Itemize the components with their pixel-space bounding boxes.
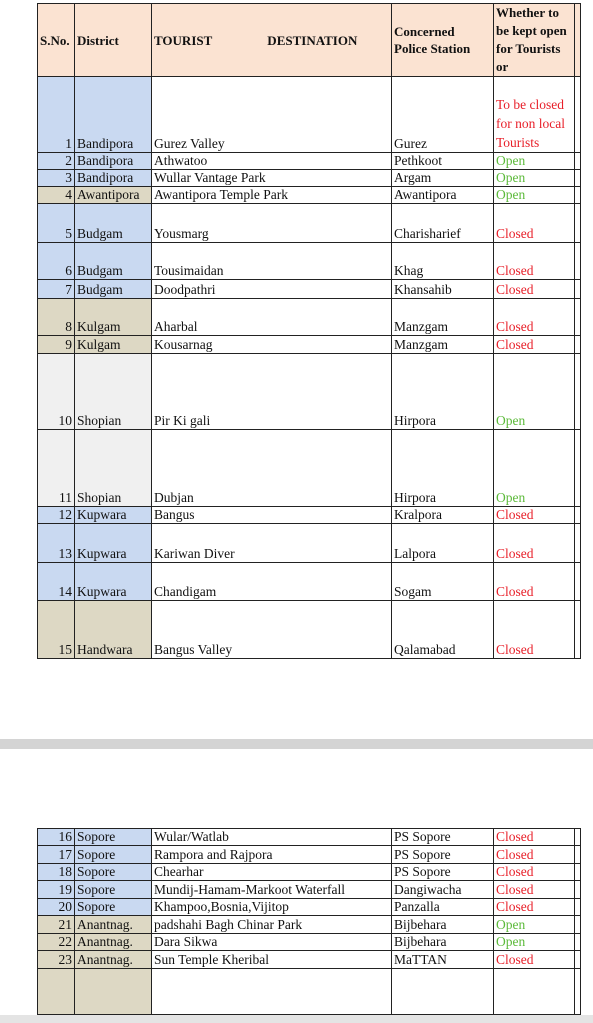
- row-destination: Athwatoo: [152, 153, 392, 170]
- table-row: [38, 881, 581, 899]
- row-extra: [575, 951, 581, 969]
- row-extra: [575, 243, 581, 280]
- row-destination: Pir Ki gali: [152, 354, 392, 430]
- row-police-station: Dangiwacha: [392, 881, 494, 899]
- header-row: [38, 4, 581, 77]
- row-extra: [575, 864, 581, 881]
- table-row: [38, 899, 581, 916]
- row-district: Kupwara: [75, 507, 152, 524]
- row-destination: Khampoo,Bosnia,Vijitop: [152, 899, 392, 916]
- row-status: [494, 969, 575, 1015]
- row-destination: Kariwan Diver: [152, 524, 392, 563]
- row-destination: [152, 969, 392, 1015]
- row-district: Bandipora: [75, 170, 152, 187]
- row-district: Sopore: [75, 829, 152, 846]
- table-row: [38, 934, 581, 951]
- row-extra: [575, 77, 581, 153]
- row-extra: [575, 916, 581, 934]
- row-district: Shopian: [75, 354, 152, 430]
- table-row: [38, 77, 581, 153]
- row-police-station: Lalpora: [392, 524, 494, 563]
- row-district: Budgam: [75, 204, 152, 243]
- row-police-station: Khag: [392, 243, 494, 280]
- row-police-station: Awantipora: [392, 187, 494, 204]
- row-status: Open: [494, 916, 575, 934]
- row-status: Closed: [494, 507, 575, 524]
- row-destination: Wullar Vantage Park: [152, 170, 392, 187]
- row-destination: Bangus: [152, 507, 392, 524]
- row-district: Anantnag.: [75, 951, 152, 969]
- row-district: Shopian: [75, 430, 152, 507]
- table-row: [38, 430, 581, 507]
- table-row: [38, 507, 581, 524]
- row-sno: 15: [38, 601, 75, 659]
- row-police-station: Bijbehara: [392, 934, 494, 951]
- row-police-station: Qalamabad: [392, 601, 494, 659]
- row-sno: 16: [38, 829, 75, 846]
- row-extra: [575, 204, 581, 243]
- row-district: Awantipora: [75, 187, 152, 204]
- row-sno: 13: [38, 524, 75, 563]
- row-police-station: Charisharief: [392, 204, 494, 243]
- table-row: [38, 846, 581, 864]
- row-police-station: Pethkoot: [392, 153, 494, 170]
- row-sno: 9: [38, 336, 75, 354]
- header-district: District: [75, 4, 152, 77]
- tourist-destinations-table: [37, 3, 581, 659]
- row-district: Handwara: [75, 601, 152, 659]
- row-police-station: MaTTAN: [392, 951, 494, 969]
- table-row: [38, 354, 581, 430]
- row-status: Open: [494, 187, 575, 204]
- row-status: Closed: [494, 524, 575, 563]
- row-police-station: Bijbehara: [392, 916, 494, 934]
- table-row: [38, 829, 581, 846]
- row-destination: padshahi Bagh Chinar Park: [152, 916, 392, 934]
- row-police-station: Hirpora: [392, 354, 494, 430]
- row-extra: [575, 524, 581, 563]
- row-status: Closed: [494, 846, 575, 864]
- row-district: Sopore: [75, 864, 152, 881]
- row-extra: [575, 507, 581, 524]
- row-extra: [575, 829, 581, 846]
- row-status: Closed: [494, 881, 575, 899]
- row-sno: [38, 969, 75, 1015]
- row-police-station: Manzgam: [392, 299, 494, 336]
- row-sno: 20: [38, 899, 75, 916]
- table-row: [38, 280, 581, 299]
- row-sno: 7: [38, 280, 75, 299]
- row-district: Kupwara: [75, 524, 152, 563]
- row-destination: Kousarnag: [152, 336, 392, 354]
- row-status: Closed: [494, 601, 575, 659]
- row-sno: 11: [38, 430, 75, 507]
- row-sno: 10: [38, 354, 75, 430]
- row-sno: 12: [38, 507, 75, 524]
- row-status: Closed: [494, 864, 575, 881]
- row-district: Kulgam: [75, 336, 152, 354]
- table-row: [38, 969, 581, 1015]
- row-destination: Tousimaidan: [152, 243, 392, 280]
- row-extra: [575, 846, 581, 864]
- header-extra: [575, 4, 581, 77]
- row-status: Closed: [494, 829, 575, 846]
- row-district: Sopore: [75, 899, 152, 916]
- row-extra: [575, 969, 581, 1015]
- row-status: Closed: [494, 563, 575, 601]
- table-row: [38, 153, 581, 170]
- header-police-station: Concerned Police Station: [392, 4, 494, 77]
- row-extra: [575, 430, 581, 507]
- row-status: Closed: [494, 280, 575, 299]
- row-extra: [575, 563, 581, 601]
- row-sno: 1: [38, 77, 75, 153]
- row-sno: 2: [38, 153, 75, 170]
- table-row: [38, 951, 581, 969]
- row-district: Anantnag.: [75, 916, 152, 934]
- header-sno: S.No.: [38, 4, 75, 77]
- row-extra: [575, 280, 581, 299]
- row-sno: 6: [38, 243, 75, 280]
- row-status: Open: [494, 153, 575, 170]
- table-row: [38, 524, 581, 563]
- row-police-station: Panzalla: [392, 899, 494, 916]
- page-bottom-edge: [0, 1015, 593, 1023]
- row-police-station: Manzgam: [392, 336, 494, 354]
- row-police-station: Kralpora: [392, 507, 494, 524]
- row-status: Closed: [494, 204, 575, 243]
- row-status: Closed: [494, 299, 575, 336]
- table-row: [38, 336, 581, 354]
- row-police-station: Sogam: [392, 563, 494, 601]
- row-status: Open: [494, 934, 575, 951]
- row-destination: Doodpathri: [152, 280, 392, 299]
- row-destination: Yousmarg: [152, 204, 392, 243]
- row-district: Sopore: [75, 881, 152, 899]
- row-extra: [575, 934, 581, 951]
- row-district: Anantnag.: [75, 934, 152, 951]
- row-status: Closed: [494, 951, 575, 969]
- row-destination: Wular/Watlab: [152, 829, 392, 846]
- tourist-destinations-table-continued: [37, 828, 581, 1015]
- table-row: [38, 299, 581, 336]
- row-sno: 19: [38, 881, 75, 899]
- row-district: Budgam: [75, 243, 152, 280]
- row-status: Open: [494, 430, 575, 507]
- row-destination: Awantipora Temple Park: [152, 187, 392, 204]
- row-sno: 3: [38, 170, 75, 187]
- row-police-station: [392, 969, 494, 1015]
- table-row: [38, 187, 581, 204]
- row-destination: Aharbal: [152, 299, 392, 336]
- row-sno: 5: [38, 204, 75, 243]
- row-sno: 14: [38, 563, 75, 601]
- row-district: Budgam: [75, 280, 152, 299]
- row-status: Closed: [494, 243, 575, 280]
- row-extra: [575, 899, 581, 916]
- row-district: [75, 969, 152, 1015]
- row-extra: [575, 299, 581, 336]
- page-divider: [0, 739, 593, 749]
- table-row: [38, 243, 581, 280]
- row-destination: Rampora and Rajpora: [152, 846, 392, 864]
- row-police-station: PS Sopore: [392, 829, 494, 846]
- row-status: Open: [494, 354, 575, 430]
- row-extra: [575, 187, 581, 204]
- row-police-station: PS Sopore: [392, 864, 494, 881]
- table-row: [38, 864, 581, 881]
- row-sno: 8: [38, 299, 75, 336]
- row-destination: Mundij-Hamam-Markoot Waterfall: [152, 881, 392, 899]
- row-extra: [575, 354, 581, 430]
- header-status: Whether to be kept open for Tourists or: [494, 4, 575, 77]
- row-extra: [575, 153, 581, 170]
- row-district: Kulgam: [75, 299, 152, 336]
- row-sno: 18: [38, 864, 75, 881]
- row-sno: 23: [38, 951, 75, 969]
- row-district: Kupwara: [75, 563, 152, 601]
- row-sno: 17: [38, 846, 75, 864]
- row-status: Closed: [494, 336, 575, 354]
- row-extra: [575, 601, 581, 659]
- row-police-station: PS Sopore: [392, 846, 494, 864]
- table-row: [38, 170, 581, 187]
- row-destination: Dubjan: [152, 430, 392, 507]
- header-destination: TOURIST DESTINATION: [152, 4, 392, 77]
- row-status: Open: [494, 170, 575, 187]
- row-extra: [575, 336, 581, 354]
- row-sno: 21: [38, 916, 75, 934]
- row-district: Bandipora: [75, 153, 152, 170]
- row-destination: Chandigam: [152, 563, 392, 601]
- table-row: [38, 563, 581, 601]
- row-destination: Dara Sikwa: [152, 934, 392, 951]
- table-row: [38, 601, 581, 659]
- row-police-station: Argam: [392, 170, 494, 187]
- row-destination: Chearhar: [152, 864, 392, 881]
- row-status: To be closed for non local Tourists: [494, 77, 575, 153]
- row-sno: 4: [38, 187, 75, 204]
- row-destination: Gurez Valley: [152, 77, 392, 153]
- row-status: Closed: [494, 899, 575, 916]
- row-extra: [575, 170, 581, 187]
- row-district: Bandipora: [75, 77, 152, 153]
- row-destination: Sun Temple Kheribal: [152, 951, 392, 969]
- row-destination: Bangus Valley: [152, 601, 392, 659]
- table-row: [38, 916, 581, 934]
- row-extra: [575, 881, 581, 899]
- row-police-station: Hirpora: [392, 430, 494, 507]
- row-police-station: Khansahib: [392, 280, 494, 299]
- row-police-station: Gurez: [392, 77, 494, 153]
- row-district: Sopore: [75, 846, 152, 864]
- table-row: [38, 204, 581, 243]
- row-sno: 22: [38, 934, 75, 951]
